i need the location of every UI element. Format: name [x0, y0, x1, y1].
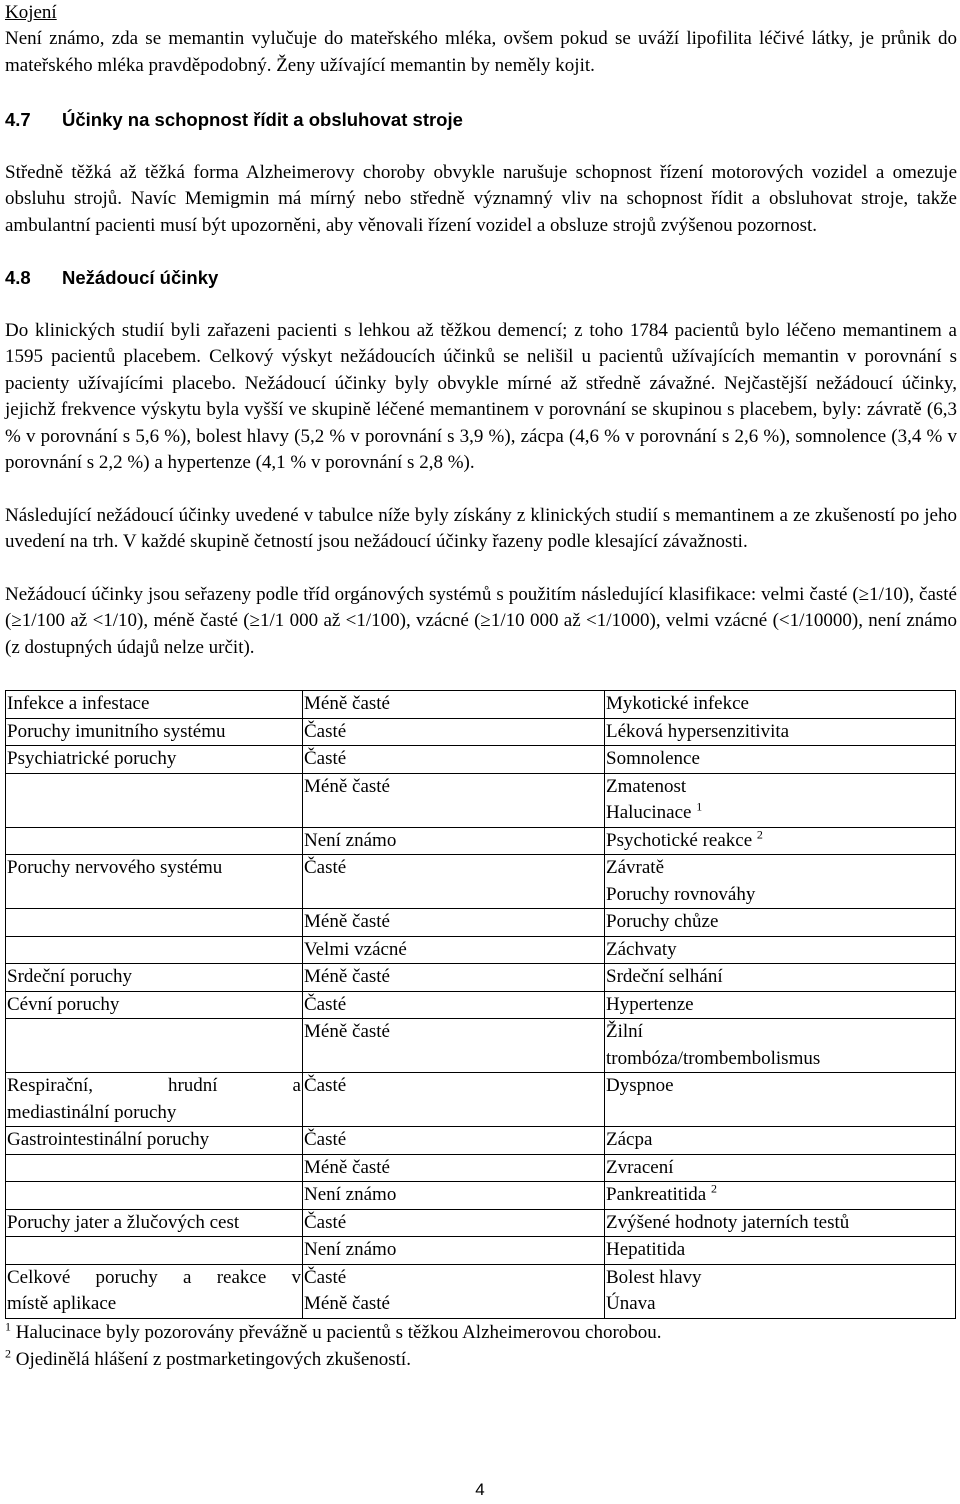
effect-line	[606, 1155, 954, 1182]
soc-line: Respirační, hrudní a	[7, 1075, 301, 1096]
frequency-cell	[303, 936, 605, 964]
frequency-cell	[303, 1182, 605, 1210]
frequency-text: Méně časté	[304, 1293, 390, 1314]
soc-text: Psychiatrické poruchy	[7, 748, 177, 769]
frequency-text: Časté	[304, 1075, 347, 1096]
frequency-text: Není známo	[304, 1239, 397, 1260]
effects-cell	[605, 773, 956, 827]
section-4-8-heading	[5, 265, 957, 292]
frequency-text: Méně časté	[304, 1021, 390, 1042]
effects-cell	[605, 964, 956, 992]
frequency-cell	[303, 1073, 605, 1127]
document-page	[5, 0, 957, 1373]
soc-text: Poruchy jater a žlučových cest	[7, 1211, 240, 1233]
effect-text: Poruchy chůze	[606, 911, 719, 932]
soc-cell	[6, 1154, 303, 1182]
soc-text: Gastrointestinální poruchy	[7, 1129, 210, 1150]
effects-cell	[605, 936, 956, 964]
effect-line	[606, 1265, 954, 1292]
soc-cell	[6, 1264, 303, 1318]
frequency-cell	[303, 1237, 605, 1265]
effect-line	[606, 855, 954, 882]
effect-line	[606, 1182, 954, 1209]
frequency-cell	[303, 1209, 605, 1237]
effect-line	[606, 1291, 954, 1318]
soc-cell	[6, 855, 303, 909]
effect-line	[606, 691, 954, 718]
effects-cell	[605, 1127, 956, 1155]
soc-cell	[6, 773, 303, 827]
frequency-text: Časté	[304, 1129, 347, 1150]
effects-cell	[605, 1019, 956, 1073]
frequency-cell	[303, 746, 605, 774]
frequency-text: Časté	[304, 993, 347, 1015]
effect-text: Zmatenost	[606, 775, 687, 797]
soc-line: mediastinální poruchy	[7, 1101, 177, 1123]
section-4-7-number: 4.7	[5, 109, 31, 130]
table-row	[6, 1127, 956, 1155]
frequency-text: Méně časté	[304, 1156, 390, 1178]
soc-text: Poruchy imunitního systému	[7, 720, 226, 742]
frequency-cell	[303, 827, 605, 855]
frequency-text: Méně časté	[304, 966, 390, 987]
soc-cell	[6, 964, 303, 992]
effect-text: Záchvaty	[606, 938, 677, 960]
frequency-cell	[303, 691, 605, 719]
table-row	[6, 1264, 956, 1318]
table-row	[6, 1237, 956, 1265]
effects-cell	[605, 746, 956, 774]
effect-text: Poruchy rovnováhy	[606, 883, 756, 905]
effect-line	[606, 882, 954, 909]
effects-cell	[605, 827, 956, 855]
frequency-cell	[303, 964, 605, 992]
effect-line	[606, 1210, 954, 1237]
frequency-text: Méně časté	[304, 775, 390, 797]
effect-line	[606, 719, 954, 746]
effect-text: Léková hypersenzitivita	[606, 720, 790, 742]
table-row	[6, 1154, 956, 1182]
effect-text: Bolest hlavy	[606, 1266, 702, 1288]
effects-cell	[605, 1182, 956, 1210]
frequency-text: Méně časté	[304, 911, 390, 932]
frequency-cell	[303, 773, 605, 827]
effect-line	[606, 992, 954, 1019]
effect-text: Srdeční selhání	[606, 966, 723, 987]
soc-text: Poruchy nervového systému	[7, 857, 223, 878]
soc-cell	[6, 1019, 303, 1073]
section-4-8-paragraph-2: Následující nežádoucí účinky uvedené v tabulce níže byly získány z klinických studií s memantinem a ze zkušeností po jeho uvedení na trh. V každé skupině četností jsou nežádoucí účinky řazeny podle klesající závažnosti.	[5, 504, 957, 552]
effect-line	[606, 909, 954, 936]
soc-cell	[6, 1209, 303, 1237]
soc-cell	[6, 909, 303, 937]
soc-cell	[6, 1127, 303, 1155]
footnote-reference: 1	[696, 799, 703, 814]
effect-line	[606, 1073, 954, 1100]
frequency-text: Velmi vzácné	[304, 938, 407, 960]
table-row	[6, 991, 956, 1019]
effects-cell	[605, 855, 956, 909]
section-4-7-heading	[5, 107, 957, 134]
effects-cell	[605, 1237, 956, 1265]
effect-line	[606, 746, 954, 773]
effects-cell	[605, 1154, 956, 1182]
frequency-cell	[303, 1019, 605, 1073]
footnote-2	[5, 1346, 957, 1373]
table-row	[6, 1019, 956, 1073]
frequency-cell	[303, 991, 605, 1019]
soc-text: Cévní poruchy	[7, 993, 120, 1015]
table-row	[6, 1073, 956, 1127]
effects-cell	[605, 1073, 956, 1127]
frequency-cell	[303, 855, 605, 909]
effect-text: Zácpa	[606, 1129, 653, 1150]
section-4-8-paragraph-1: Do klinických studií byli zařazeni pacienti s lehkou až těžkou demencí; z toho 1784 pacientů bylo léčeno memantinem a 1595 pacientů placebem. Celkový výskyt nežádoucích účinků se nelišil u pacientů užívajících memantin v porovnání s pacienty užívajícími placebo. Nežádoucí účinky byly obvykle mírné až středně závažné. Nejčastější nežádoucí účinky, jejichž frekvence výskytu byla vyšší ve skupině léčené memantinem v porovnání se skupinou s placebem, byly: závratě (6,3 % v porovnání s 5,6 %), bolest hlavy (5,2 % v porovnání s 3,9 %), zácpa (4,6 % v porovnání s 2,6 %), somnolence (3,4 % v porovnání s 2,2 %) a hypertenze (4,1 % v porovnání s 2,8 %).	[5, 319, 957, 473]
effects-cell	[605, 909, 956, 937]
frequency-text: Méně časté	[304, 693, 390, 714]
effect-text: trombóza/trombembolismus	[606, 1047, 821, 1069]
adverse-effects-table	[5, 690, 956, 1319]
section-4-8-number: 4.8	[5, 267, 31, 288]
effect-text: Somnolence	[606, 748, 700, 769]
soc-cell	[6, 1073, 303, 1127]
effect-text: Závratě	[606, 857, 665, 878]
footnote-mark: 1	[5, 1319, 11, 1334]
soc-cell	[6, 827, 303, 855]
soc-cell	[6, 746, 303, 774]
effect-text: Hypertenze	[606, 993, 694, 1015]
effect-line	[606, 937, 954, 964]
table-row	[6, 746, 956, 774]
footnote-text: Halucinace byly pozorovány převážně u pacientů s těžkou Alzheimerovou chorobou.	[15, 1321, 662, 1343]
soc-line: místě aplikace	[7, 1293, 117, 1314]
soc-cell	[6, 1182, 303, 1210]
table-row	[6, 718, 956, 746]
effect-line	[606, 964, 954, 991]
effects-cell	[605, 718, 956, 746]
soc-cell	[6, 691, 303, 719]
footnote-1	[5, 1319, 957, 1346]
effects-cell	[605, 991, 956, 1019]
soc-line: Celkové poruchy a reakce v	[7, 1266, 301, 1288]
table-row	[6, 1182, 956, 1210]
effect-line	[606, 1127, 954, 1154]
effect-text: Dyspnoe	[606, 1075, 674, 1096]
frequency-cell	[303, 718, 605, 746]
effect-text: Zvýšené hodnoty jaterních testů	[606, 1211, 850, 1233]
effect-line	[606, 1019, 954, 1046]
frequency-text: Časté	[304, 1266, 347, 1288]
page-number: 4	[475, 1480, 485, 1499]
soc-text: Srdeční poruchy	[7, 966, 133, 987]
section-4-8-paragraph-3: Nežádoucí účinky jsou seřazeny podle tříd orgánových systémů s použitím následující klasifikace: velmi časté (≥1/10), časté (≥1/100 až <1/10), méně časté (≥1/1 000 až <1/100), vzácné (≥1/10 000 až <1/1000), velmi vzácné (<1/10000), není známo (z dostupných údajů nelze určit).	[5, 583, 957, 658]
table-row	[6, 773, 956, 827]
table-row	[6, 936, 956, 964]
kojeni-heading: Kojení	[5, 2, 57, 23]
soc-text: Infekce a infestace	[7, 693, 150, 714]
frequency-text: Není známo	[304, 1184, 397, 1205]
effect-text: Žilní	[606, 1021, 643, 1042]
footnote-reference: 2	[756, 827, 763, 842]
soc-cell	[6, 1237, 303, 1265]
frequency-cell	[303, 1154, 605, 1182]
table-row	[6, 827, 956, 855]
effect-text: Halucinace	[606, 802, 692, 823]
footnote-reference: 2	[711, 1181, 717, 1196]
frequency-cell	[303, 1264, 605, 1318]
effect-line	[606, 800, 954, 827]
effect-text: Zvracení	[606, 1156, 674, 1178]
kojeni-paragraph: Není známo, zda se memantin vylučuje do mateřského mléka, ovšem pokud se uváží lipofilita léčivé látky, je průnik do mateřského mléka pravděpodobný. Ženy užívající memantin by neměly kojit.	[5, 28, 957, 76]
effect-text: Hepatitida	[606, 1239, 686, 1260]
effect-text: Únava	[606, 1293, 656, 1314]
effect-line	[606, 1237, 954, 1264]
effects-cell	[605, 1264, 956, 1318]
frequency-text: Časté	[304, 857, 347, 878]
effect-line	[606, 774, 954, 801]
effects-cell	[605, 691, 956, 719]
effect-text: Mykotické infekce	[606, 693, 749, 714]
frequency-text: Časté	[304, 720, 347, 742]
footnote-mark: 2	[5, 1346, 11, 1361]
effects-cell	[605, 1209, 956, 1237]
table-row	[6, 1209, 956, 1237]
table-row	[6, 855, 956, 909]
frequency-cell	[303, 909, 605, 937]
table-row	[6, 691, 956, 719]
soc-cell	[6, 936, 303, 964]
table-row	[6, 964, 956, 992]
effect-text: Psychotické reakce	[606, 829, 753, 851]
section-4-7-paragraph: Středně těžká až těžká forma Alzheimerovy choroby obvykle narušuje schopnost řízení motorových vozidel a omezuje obsluhu strojů. Navíc Memigmin má mírný nebo středně významný vliv na schopnost řídit a obsluhovat stroje, takže ambulantní pacienti musí být upozorněni, aby věnovali řízení vozidel a obsluze strojů zvýšenou pozornost.	[5, 161, 957, 236]
frequency-text: Časté	[304, 1211, 347, 1233]
section-4-7-title: Účinky na schopnost řídit a obsluhovat stroje	[62, 109, 463, 130]
soc-cell	[6, 991, 303, 1019]
effect-line	[606, 828, 954, 855]
frequency-text: Časté	[304, 748, 347, 769]
section-4-8-title: Nežádoucí účinky	[62, 267, 219, 288]
soc-cell	[6, 718, 303, 746]
frequency-text: Není známo	[304, 829, 397, 851]
effect-text: Pankreatitida	[606, 1184, 707, 1205]
effect-line	[606, 1046, 954, 1073]
frequency-cell	[303, 1127, 605, 1155]
table-row	[6, 909, 956, 937]
footnote-text: Ojedinělá hlášení z postmarketingových zkušeností.	[15, 1348, 411, 1370]
